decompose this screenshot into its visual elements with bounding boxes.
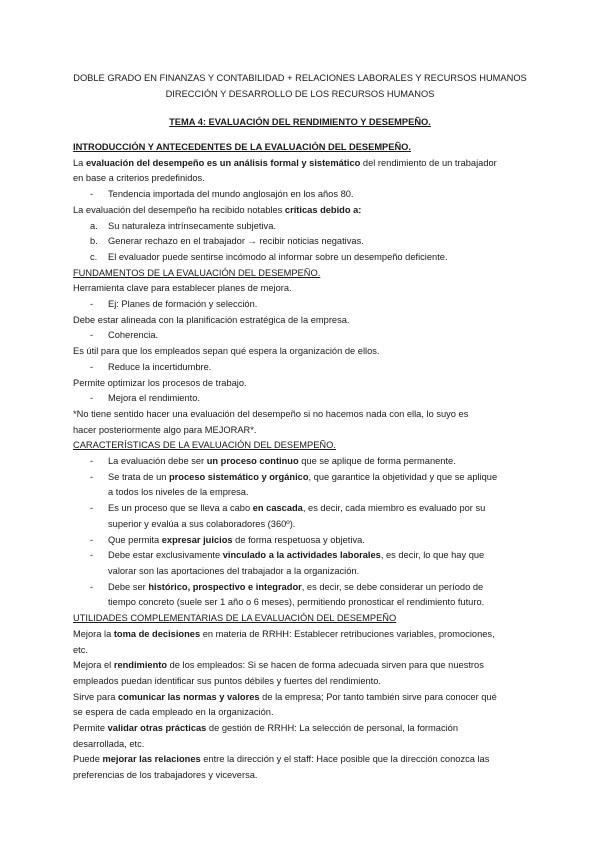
- bold-text: un proceso continuo: [206, 456, 299, 467]
- text: en materia de RRHH: Establecer retribuciones variables, promociones,: [200, 628, 495, 639]
- bold-text: rendimiento: [113, 660, 168, 671]
- bold-text: críticas debido a:: [284, 204, 362, 215]
- text: de los empleados: Si se hacen de forma adecuada sirven para que nuestros: [167, 660, 484, 671]
- paragraph: [73, 752, 533, 768]
- paragraph: [73, 203, 533, 219]
- section-introduccion-heading: INTRODUCCIÓN Y ANTECEDENTES DE LA EVALUACIÓN DEL DESEMPEÑO.: [73, 142, 411, 152]
- text: Debe ser: [108, 581, 149, 592]
- bold-text: evaluación del desempeño es un análisis formal y sistemático: [85, 157, 361, 168]
- paragraph: [73, 690, 533, 706]
- bold-text: validar otras prácticas: [107, 723, 207, 734]
- bullet-item: - Mejora el rendimiento.: [73, 391, 533, 407]
- paragraph: Permite optimizar los procesos de trabajo.: [73, 377, 247, 388]
- bold-text: en cascada: [252, 503, 303, 514]
- list-item-c: [73, 250, 533, 266]
- bold-text: proceso sistemático y orgánico: [169, 471, 309, 482]
- bullet-item: [73, 470, 533, 486]
- document-body: [73, 140, 533, 784]
- paragraph: [73, 658, 533, 674]
- paragraph: [73, 721, 533, 737]
- bullet-item: [73, 580, 533, 596]
- degree-title: DOBLE GRADO EN FINANZAS Y CONTABILIDAD + RELACIONES LABORALES Y RECURSOS HUMANOS: [73, 73, 527, 83]
- text: La evaluación del desempeño ha recibido notables: [73, 204, 285, 215]
- bold-text: comunicar las normas y valores: [117, 691, 260, 702]
- section-fundamentos-heading: FUNDAMENTOS DE LA EVALUACIÓN DEL DESEMPEÑO.: [73, 267, 321, 278]
- bullet-item: - Coherencia.: [73, 328, 533, 344]
- bold-text: expresar juicios: [161, 534, 233, 545]
- bullet-continuation: a todos los niveles de la empresa.: [108, 487, 249, 498]
- bullet-item: - Reduce la incertidumbre.: [73, 360, 533, 376]
- bullet-item: [73, 533, 533, 549]
- bold-text: mejorar las relaciones: [102, 754, 201, 765]
- text: Sirve para: [73, 691, 118, 702]
- paragraph-continuation: desarrollada, etc.: [73, 738, 145, 749]
- section-caracteristicas-heading: CARACTERÍSTICAS DE LA EVALUACIÓN DEL DESEMPEÑO.: [73, 440, 336, 451]
- text: Mejora la: [73, 628, 114, 639]
- text: Debe estar exclusivamente: [108, 550, 223, 561]
- text: Mejora el: [73, 660, 114, 671]
- text: La: [73, 157, 86, 168]
- paragraph-continuation: preferencias de los trabajadores y viceversa.: [73, 770, 258, 781]
- bold-text: vinculado a la actividades laborales: [222, 550, 381, 561]
- text: La evaluación debe ser: [108, 456, 207, 467]
- paragraph: Debe estar alineada con la planificación estratégica de la empresa.: [73, 314, 350, 325]
- text: Es un proceso que se lleva a cabo: [108, 503, 253, 514]
- list-marker: c.: [90, 251, 98, 262]
- text: de forma respetuosa y objetiva.: [232, 534, 365, 545]
- text: El evaluador puede sentirse incómodo al informar sobre un desempeño deficiente.: [108, 251, 448, 262]
- section-utilidades-heading: UTILIDADES COMPLEMENTARIAS DE LA EVALUACIÓN DEL DESEMPEÑO: [73, 613, 397, 624]
- text: Puede: [73, 754, 103, 765]
- bullet-item: - Ej: Planes de formación y selección.: [73, 297, 533, 313]
- text: Permite: [73, 723, 108, 734]
- paragraph: [73, 627, 533, 643]
- bullet-continuation: valorar son las aportaciones del trabajador a la organización.: [108, 565, 360, 576]
- note-continuation: hacer posteriormente algo para MEJORAR*.: [73, 424, 257, 435]
- text: , es decir, se debe considerar un período de: [301, 581, 484, 592]
- bullet-item: [73, 548, 533, 564]
- text: , que garantice la objetividad y que se aplique: [308, 471, 498, 482]
- bullet-item: [73, 501, 533, 517]
- list-marker: a.: [90, 220, 98, 231]
- list-marker: b.: [90, 236, 98, 247]
- bullet-item: - Tendencia importada del mundo anglosajón en los años 80.: [73, 187, 533, 203]
- bullet-continuation: tiempo concreto (suele ser 1 año o 6 meses), permitiendo pronosticar el rendimiento futuro.: [108, 597, 485, 608]
- bold-text: toma de decisiones: [113, 628, 201, 639]
- topic-title: TEMA 4: EVALUACIÓN DEL RENDIMIENTO Y DESEMPEÑO.: [169, 117, 431, 127]
- text: , es decir, lo que hay que: [380, 550, 485, 561]
- text: del rendimiento de un trabajador: [360, 157, 497, 168]
- paragraph: Es útil para que los empleados sepan qué espera la organización de ellos.: [73, 346, 380, 357]
- list-item-b: [73, 234, 533, 250]
- text: Generar rechazo en el trabajador → recibir noticias negativas.: [108, 236, 364, 247]
- text: Su naturaleza intrínsecamente subjetiva.: [108, 220, 276, 231]
- paragraph-continuation: empleados puedan identificar sus puntos débiles y fuertes del rendimiento.: [73, 675, 382, 686]
- note: *No tiene sentido hacer una evaluación del desempeño si no hacemos nada con ella, lo suyo es: [73, 408, 469, 419]
- paragraph: Herramienta clave para establecer planes de mejora.: [73, 283, 292, 294]
- text: entre la dirección y el staff: Hace posible que la dirección conozca las: [200, 754, 490, 765]
- text: Que permita: [108, 534, 162, 545]
- paragraph-continuation: en base a criterios predefinidos.: [73, 173, 205, 184]
- course-title: DIRECCIÓN Y DESARROLLO DE LOS RECURSOS HUMANOS: [165, 89, 435, 99]
- list-item-a: [73, 219, 533, 235]
- bullet-continuation: superior y evalúa a sus colaboradores (360º).: [108, 518, 296, 529]
- text: , es decir, cada miembro es evaluado por su: [302, 503, 486, 514]
- bullet-item: [73, 454, 533, 470]
- paragraph-continuation: etc.: [73, 644, 88, 655]
- text: Se trata de un: [108, 471, 169, 482]
- text: de gestión de RRHH: La selección de personal, la formación: [206, 723, 458, 734]
- text: de la empresa; Por tanto también sirve para conocer qué: [259, 691, 497, 702]
- bold-text: histórico, prospectivo e integrador: [148, 581, 302, 592]
- text: que se aplique de forma permanente.: [298, 456, 456, 467]
- paragraph-continuation: se espera de cada empleado en la organización.: [73, 707, 274, 718]
- paragraph: [73, 156, 533, 172]
